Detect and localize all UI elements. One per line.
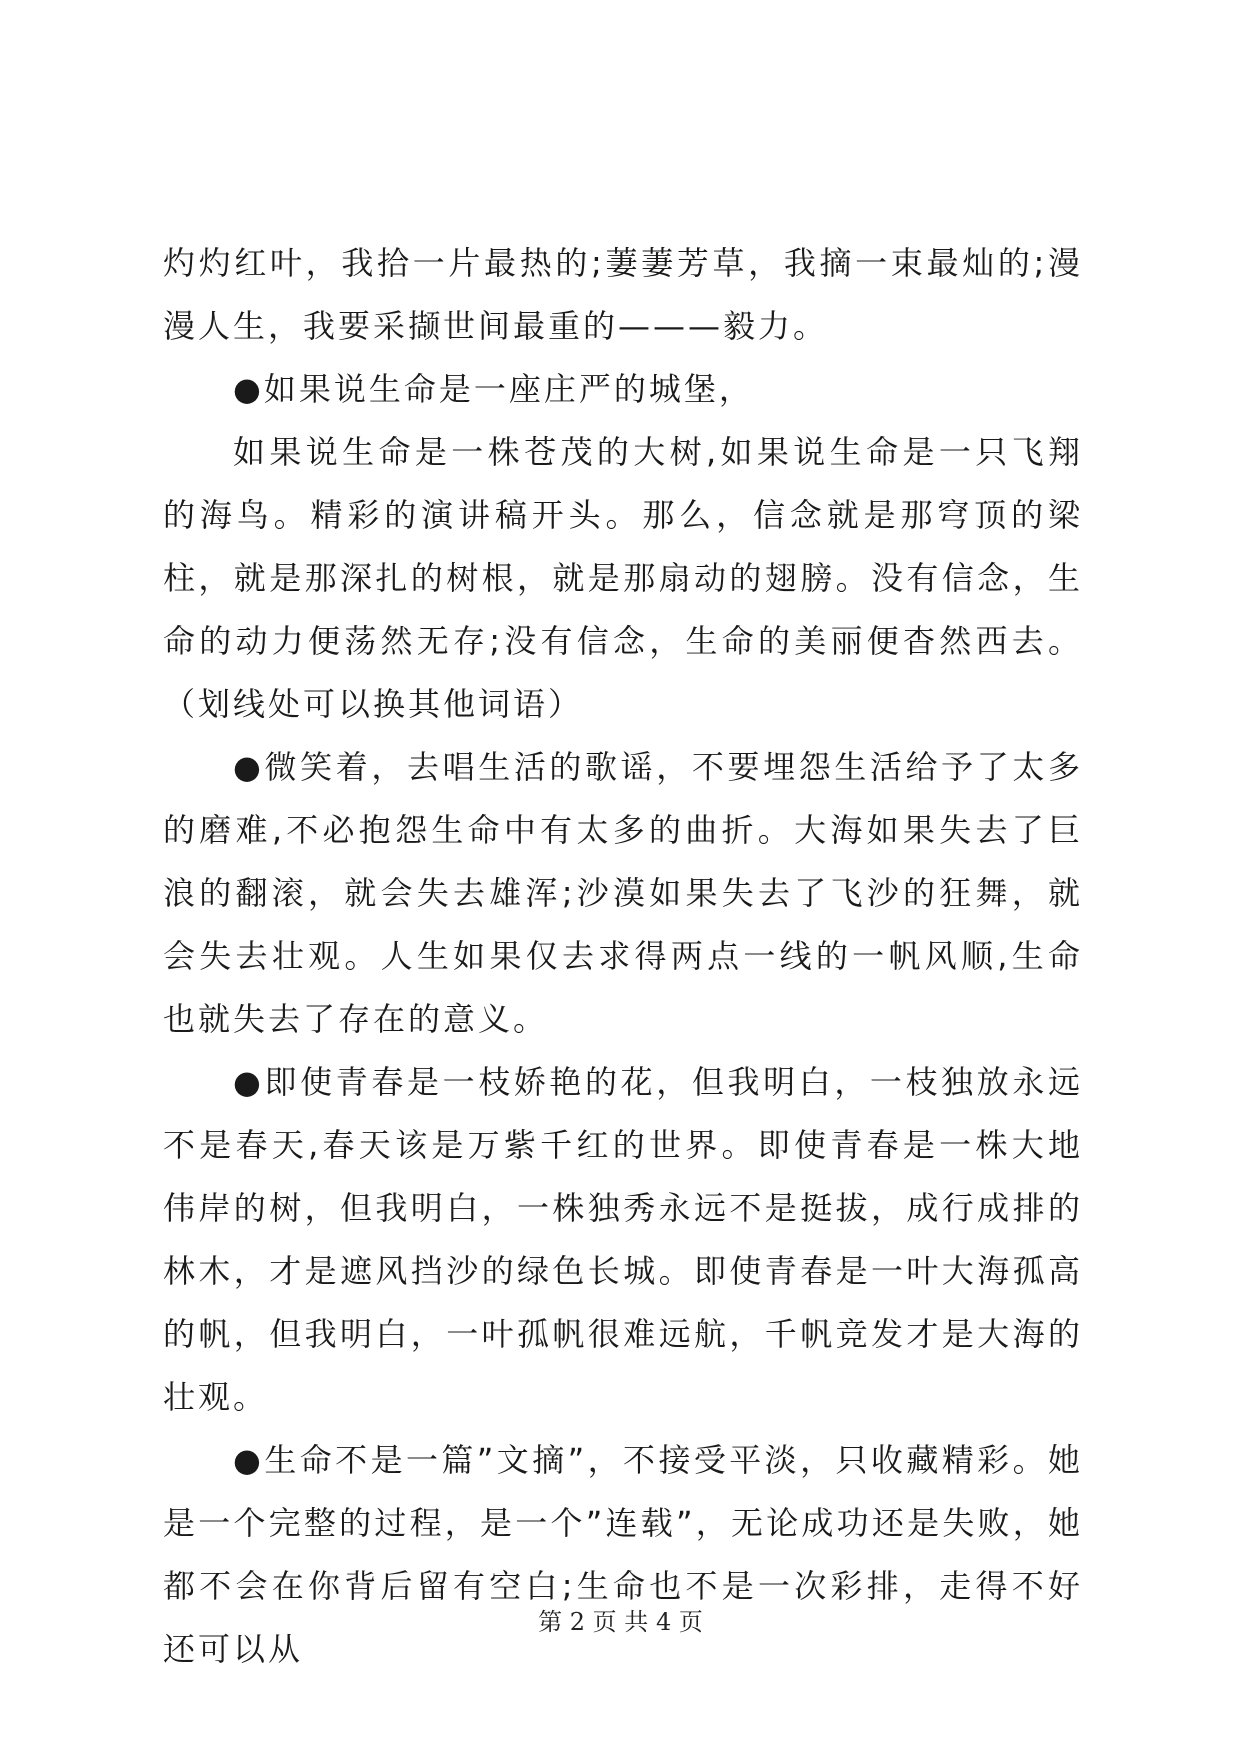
paragraph-castle: ●如果说生命是一座庄严的城堡， — [233, 370, 754, 408]
paragraph-resolve: 灼灼红叶，我拾一片最热的;萋萋芳草，我摘一束最灿的;漫漫人生，我要采撷世间最重的———毅力。 — [163, 244, 1083, 345]
document-body — [163, 232, 1083, 1681]
paragraph-life: ●生命不是一篇”文摘”，不接受平淡，只收藏精彩。她是一个完整的过程，是一个”连载”，无论成功还是失败，她都不会在你背后留有空白;生命也不是一次彩排，走得不好还可以从 — [163, 1441, 1083, 1668]
paragraph-youth: ●即使青春是一枝娇艳的花，但我明白，一枝独放永远不是春天,春天该是万紫千红的世界。即使青春是一株大地伟岸的树，但我明白，一株独秀永远不是挺拔，成行成排的林木，才是遮风挡沙的绿色长城。即使青春是一叶大海孤高的帆，但我明白，一叶孤帆很难远航，千帆竞发才是大海的壮观。 — [163, 1063, 1083, 1416]
paragraph-belief: 如果说生命是一株苍茂的大树,如果说生命是一只飞翔的海鸟。精彩的演讲稿开头。那么，信念就是那穹顶的梁柱，就是那深扎的树根，就是那扇动的翅膀。没有信念，生命的动力便荡然无存;没有信念，生命的美丽便杳然西去。（划线处可以换其他词语） — [163, 433, 1083, 723]
page-number-footer: 第 2 页 共 4 页 — [538, 1608, 703, 1636]
paragraph-smile: ●微笑着，去唱生活的歌谣，不要埋怨生活给予了太多的磨难,不必抱怨生命中有太多的曲折。大海如果失去了巨浪的翻滚，就会失去雄浑;沙漠如果失去了飞沙的狂舞，就会失去壮观。人生如果仅去求得两点一线的一帆风顺,生命也就失去了存在的意义。 — [163, 748, 1083, 1038]
